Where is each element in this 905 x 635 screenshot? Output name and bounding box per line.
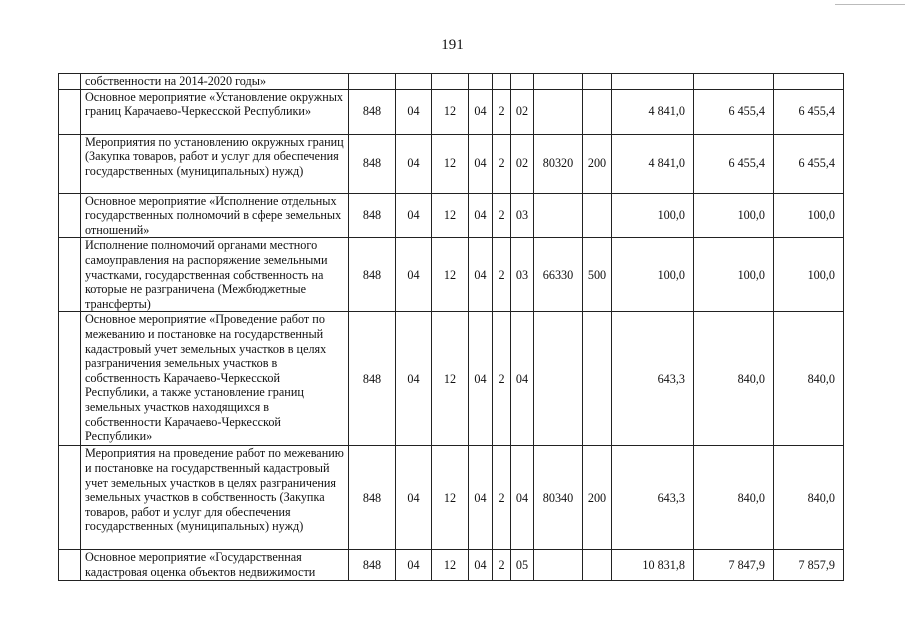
program-code: 04: [469, 238, 493, 312]
margin-cell: [59, 193, 81, 238]
amount-year-1: 4 841,0: [612, 89, 694, 134]
activity-code: [511, 74, 534, 90]
section-code: 04: [396, 550, 432, 580]
subprogram-code: [493, 74, 511, 90]
margin-cell: [59, 550, 81, 580]
ministry-code: 848: [349, 89, 396, 134]
margin-cell: [59, 238, 81, 312]
amount-year-1: 4 841,0: [612, 134, 694, 193]
row-description: Мероприятия по установлению окружных границ (Закупка товаров, работ и услуг для обеспечения государственных (муниципальных) нужд): [81, 134, 349, 193]
row-description: Основное мероприятие «Государственная кадастровая оценка объектов недвижимости: [81, 550, 349, 580]
subsection-code: 12: [432, 193, 469, 238]
row-description: собственности на 2014-2020 годы»: [81, 74, 349, 90]
amount-year-1: [612, 74, 694, 90]
program-code: 04: [469, 134, 493, 193]
amount-year-2: 7 847,9: [694, 550, 774, 580]
margin-cell: [59, 446, 81, 550]
subsection-code: 12: [432, 312, 469, 446]
subsection-code: 12: [432, 238, 469, 312]
program-code: 04: [469, 193, 493, 238]
table-row: [59, 446, 844, 550]
amount-year-2: 100,0: [694, 238, 774, 312]
amount-year-3: [774, 74, 844, 90]
amount-year-2: 6 455,4: [694, 134, 774, 193]
program-code: 04: [469, 550, 493, 580]
amount-year-3: 6 455,4: [774, 89, 844, 134]
amount-year-3: 7 857,9: [774, 550, 844, 580]
table-row: [59, 74, 844, 90]
activity-code: 03: [511, 238, 534, 312]
expense-type-code: 500: [583, 238, 612, 312]
margin-cell: [59, 312, 81, 446]
program-code: [469, 74, 493, 90]
margin-cell: [59, 89, 81, 134]
amount-year-3: 840,0: [774, 312, 844, 446]
expense-type-code: 200: [583, 446, 612, 550]
page-number: 191: [441, 37, 464, 53]
amount-year-2: 840,0: [694, 312, 774, 446]
margin-cell: [59, 134, 81, 193]
amount-year-2: [694, 74, 774, 90]
direction-code: 80320: [534, 134, 583, 193]
program-code: 04: [469, 89, 493, 134]
section-code: 04: [396, 134, 432, 193]
expense-type-code: 200: [583, 134, 612, 193]
subprogram-code: 2: [493, 89, 511, 134]
section-code: [396, 74, 432, 90]
table-row: [59, 193, 844, 238]
subsection-code: 12: [432, 550, 469, 580]
direction-code: 66330: [534, 238, 583, 312]
ministry-code: 848: [349, 312, 396, 446]
table-row: [59, 89, 844, 134]
direction-code: [534, 193, 583, 238]
subsection-code: [432, 74, 469, 90]
program-code: 04: [469, 446, 493, 550]
amount-year-1: 10 831,8: [612, 550, 694, 580]
ministry-code: [349, 74, 396, 90]
margin-cell: [59, 74, 81, 90]
amount-year-3: 100,0: [774, 193, 844, 238]
direction-code: [534, 89, 583, 134]
subsection-code: 12: [432, 89, 469, 134]
direction-code: 80340: [534, 446, 583, 550]
amount-year-1: 100,0: [612, 193, 694, 238]
row-description: Мероприятия на проведение работ по межеванию и постановке на государственный кадастровый учет земельных участков в целях разграничения земельных участков в собственность (Закупка товаров, работ и услуг для обеспечения государственных (муниципальных) нужд): [81, 446, 349, 550]
subprogram-code: 2: [493, 238, 511, 312]
subprogram-code: 2: [493, 193, 511, 238]
amount-year-1: 643,3: [612, 312, 694, 446]
subprogram-code: 2: [493, 550, 511, 580]
row-description: Основное мероприятие «Исполнение отдельных государственных полномочий в сфере земельных отношений»: [81, 193, 349, 238]
section-code: 04: [396, 89, 432, 134]
direction-code: [534, 74, 583, 90]
ministry-code: 848: [349, 550, 396, 580]
activity-code: 04: [511, 446, 534, 550]
subsection-code: 12: [432, 134, 469, 193]
table-row: [59, 238, 844, 312]
table-row: [59, 312, 844, 446]
expense-type-code: [583, 74, 612, 90]
ministry-code: 848: [349, 193, 396, 238]
subsection-code: 12: [432, 446, 469, 550]
ministry-code: 848: [349, 446, 396, 550]
direction-code: [534, 550, 583, 580]
direction-code: [534, 312, 583, 446]
expense-type-code: [583, 550, 612, 580]
row-description: Исполнение полномочий органами местного самоуправления на распоряжение земельными участками, государственная собственность на которые не разграничена (Межбюджетные трансферты): [81, 238, 349, 312]
amount-year-2: 6 455,4: [694, 89, 774, 134]
ministry-code: 848: [349, 238, 396, 312]
table-row: [59, 550, 844, 580]
budget-table: [58, 73, 844, 581]
section-code: 04: [396, 312, 432, 446]
amount-year-1: 643,3: [612, 446, 694, 550]
expense-type-code: [583, 193, 612, 238]
expense-type-code: [583, 312, 612, 446]
activity-code: 05: [511, 550, 534, 580]
amount-year-2: 100,0: [694, 193, 774, 238]
program-code: 04: [469, 312, 493, 446]
section-code: 04: [396, 238, 432, 312]
row-description: Основное мероприятие «Проведение работ по межеванию и постановке на государственный кадастровый учет земельных участков в целях разграничения земельных участков в собственность Карачаево-Черкесской Республики, а также установление границ земельных участков находящихся в собственности Карачаево-Черкесской Республики»: [81, 312, 349, 446]
activity-code: 04: [511, 312, 534, 446]
row-description: Основное мероприятие «Установление окружных границ Карачаево-Черкесской Республики»: [81, 89, 349, 134]
subprogram-code: 2: [493, 134, 511, 193]
ministry-code: 848: [349, 134, 396, 193]
activity-code: 03: [511, 193, 534, 238]
activity-code: 02: [511, 134, 534, 193]
scan-edge-mark: [835, 4, 905, 5]
section-code: 04: [396, 446, 432, 550]
amount-year-3: 840,0: [774, 446, 844, 550]
table-row: [59, 134, 844, 193]
subprogram-code: 2: [493, 446, 511, 550]
amount-year-1: 100,0: [612, 238, 694, 312]
amount-year-3: 6 455,4: [774, 134, 844, 193]
activity-code: 02: [511, 89, 534, 134]
section-code: 04: [396, 193, 432, 238]
expense-type-code: [583, 89, 612, 134]
subprogram-code: 2: [493, 312, 511, 446]
amount-year-2: 840,0: [694, 446, 774, 550]
amount-year-3: 100,0: [774, 238, 844, 312]
